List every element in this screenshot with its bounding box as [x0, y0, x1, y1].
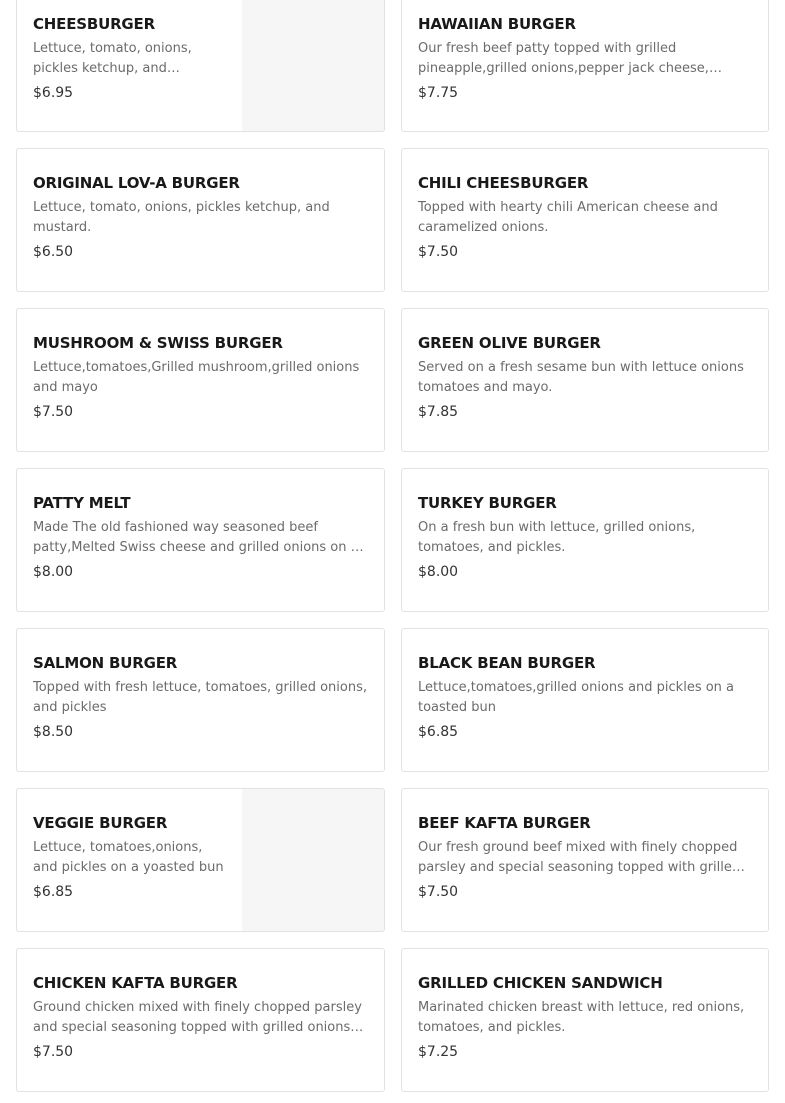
menu-item-content [33, 493, 368, 582]
menu-item-description: Topped with hearty chili American cheese and caramelized onions. [418, 200, 718, 235]
menu-item-price: $8.00 [33, 564, 74, 580]
menu-item-content [33, 333, 368, 422]
menu-item-card[interactable] [401, 468, 769, 612]
menu-item-image [242, 0, 384, 131]
menu-item-card[interactable] [401, 628, 769, 772]
menu-item-card[interactable] [401, 948, 769, 1092]
menu-item-card[interactable] [16, 948, 385, 1092]
menu-item-description: Our fresh beef patty topped with grilled pineapple,grilled onions,pepper jack cheese, [418, 41, 709, 76]
menu-item-price: $7.50 [418, 884, 459, 900]
menu-item-name: SALMON BURGER [33, 654, 178, 672]
menu-item-description: Served on a fresh sesame bun with lettuce onions tomatoes and mayo. [418, 360, 744, 395]
menu-item-content [33, 813, 226, 902]
menu-item-card[interactable] [16, 468, 385, 612]
menu-item-name: MUSHROOM & SWISS BURGER [33, 334, 283, 352]
menu-item-price: $7.50 [33, 1044, 74, 1060]
menu-item-description: Made The old fashioned way seasoned beef patty,Melted Swiss cheese and grilled onions on 2 [33, 520, 359, 555]
menu-item-price: $6.95 [33, 85, 74, 101]
menu-item-description: Lettuce, tomato, onions, pickles ketchup, and mustard. [33, 200, 330, 235]
menu-item-name: ORIGINAL LOV-A BURGER [33, 174, 240, 192]
menu-item-content [418, 333, 752, 422]
menu-item-price: $8.00 [418, 564, 459, 580]
menu-item-content [418, 813, 752, 902]
menu-item-price: $7.75 [418, 85, 459, 101]
menu-item-price: $7.25 [418, 1044, 459, 1060]
menu-item-content [418, 653, 752, 742]
menu-item-name: VEGGIE BURGER [33, 814, 168, 832]
menu-item-card[interactable] [16, 0, 385, 132]
menu-item-name: GRILLED CHICKEN SANDWICH [418, 974, 663, 992]
menu-item-card[interactable] [16, 308, 385, 452]
menu-item-price: $6.85 [33, 884, 74, 900]
menu-item-description: On a fresh bun with lettuce, grilled onions, tomatoes, and pickles. [418, 520, 696, 555]
menu-item-content [33, 973, 368, 1062]
menu-item-price: $7.50 [33, 404, 74, 420]
menu-item-description: Topped with fresh lettuce, tomatoes, grilled onions, and pickles [33, 680, 368, 715]
menu-item-description: Lettuce,tomatoes,grilled onions and pickles on a toasted bun [418, 680, 735, 715]
menu-item-content [33, 14, 226, 103]
menu-item-name: BLACK BEAN BURGER [418, 654, 596, 672]
menu-item-name: GREEN OLIVE BURGER [418, 334, 601, 352]
menu-item-description: Lettuce, tomato, onions, pickles ketchup, and [33, 41, 192, 76]
menu-item-card[interactable] [16, 628, 385, 772]
menu-item-description: Marinated chicken breast with lettuce, red onions, tomatoes, and pickles. [418, 1000, 745, 1035]
menu-item-card[interactable] [401, 308, 769, 452]
menu-item-content [33, 173, 368, 262]
menu-item-card[interactable] [16, 788, 385, 932]
menu-item-price: $7.50 [418, 244, 459, 260]
menu-item-card[interactable] [401, 788, 769, 932]
menu-item-name: HAWAIIAN BURGER [418, 15, 576, 33]
menu-item-price: $6.50 [33, 244, 74, 260]
menu-item-content [33, 653, 368, 742]
menu-item-description: Ground chicken mixed with finely chopped parsley and special seasoning topped with grilled onions [33, 1000, 362, 1035]
menu-item-name: CHEESBURGER [33, 15, 155, 33]
menu-item-description: Lettuce,tomatoes,Grilled mushroom,grilled onions and mayo [33, 360, 360, 395]
menu-item-content [418, 173, 752, 262]
menu-item-name: BEEF KAFTA BURGER [418, 814, 591, 832]
menu-item-price: $6.85 [418, 724, 459, 740]
menu-item-description: Our fresh ground beef mixed with finely chopped parsley and special seasoning topped with grilled [418, 840, 741, 875]
menu-item-name: CHILI CHEESBURGER [418, 174, 589, 192]
menu-item-description: Lettuce, tomatoes,onions, and pickles on a yoasted bun [33, 840, 224, 875]
menu-item-name: TURKEY BURGER [418, 494, 557, 512]
menu-item-content [418, 973, 752, 1062]
menu-item-card[interactable] [401, 148, 769, 292]
menu-item-name: CHICKEN KAFTA BURGER [33, 974, 238, 992]
menu-item-name: PATTY MELT [33, 494, 131, 512]
menu-item-image [242, 789, 384, 931]
menu-item-price: $7.85 [418, 404, 459, 420]
menu-item-content [418, 493, 752, 582]
menu-item-card[interactable] [16, 148, 385, 292]
menu-item-content [418, 14, 752, 103]
menu-item-price: $8.50 [33, 724, 74, 740]
menu-item-card[interactable] [401, 0, 769, 132]
